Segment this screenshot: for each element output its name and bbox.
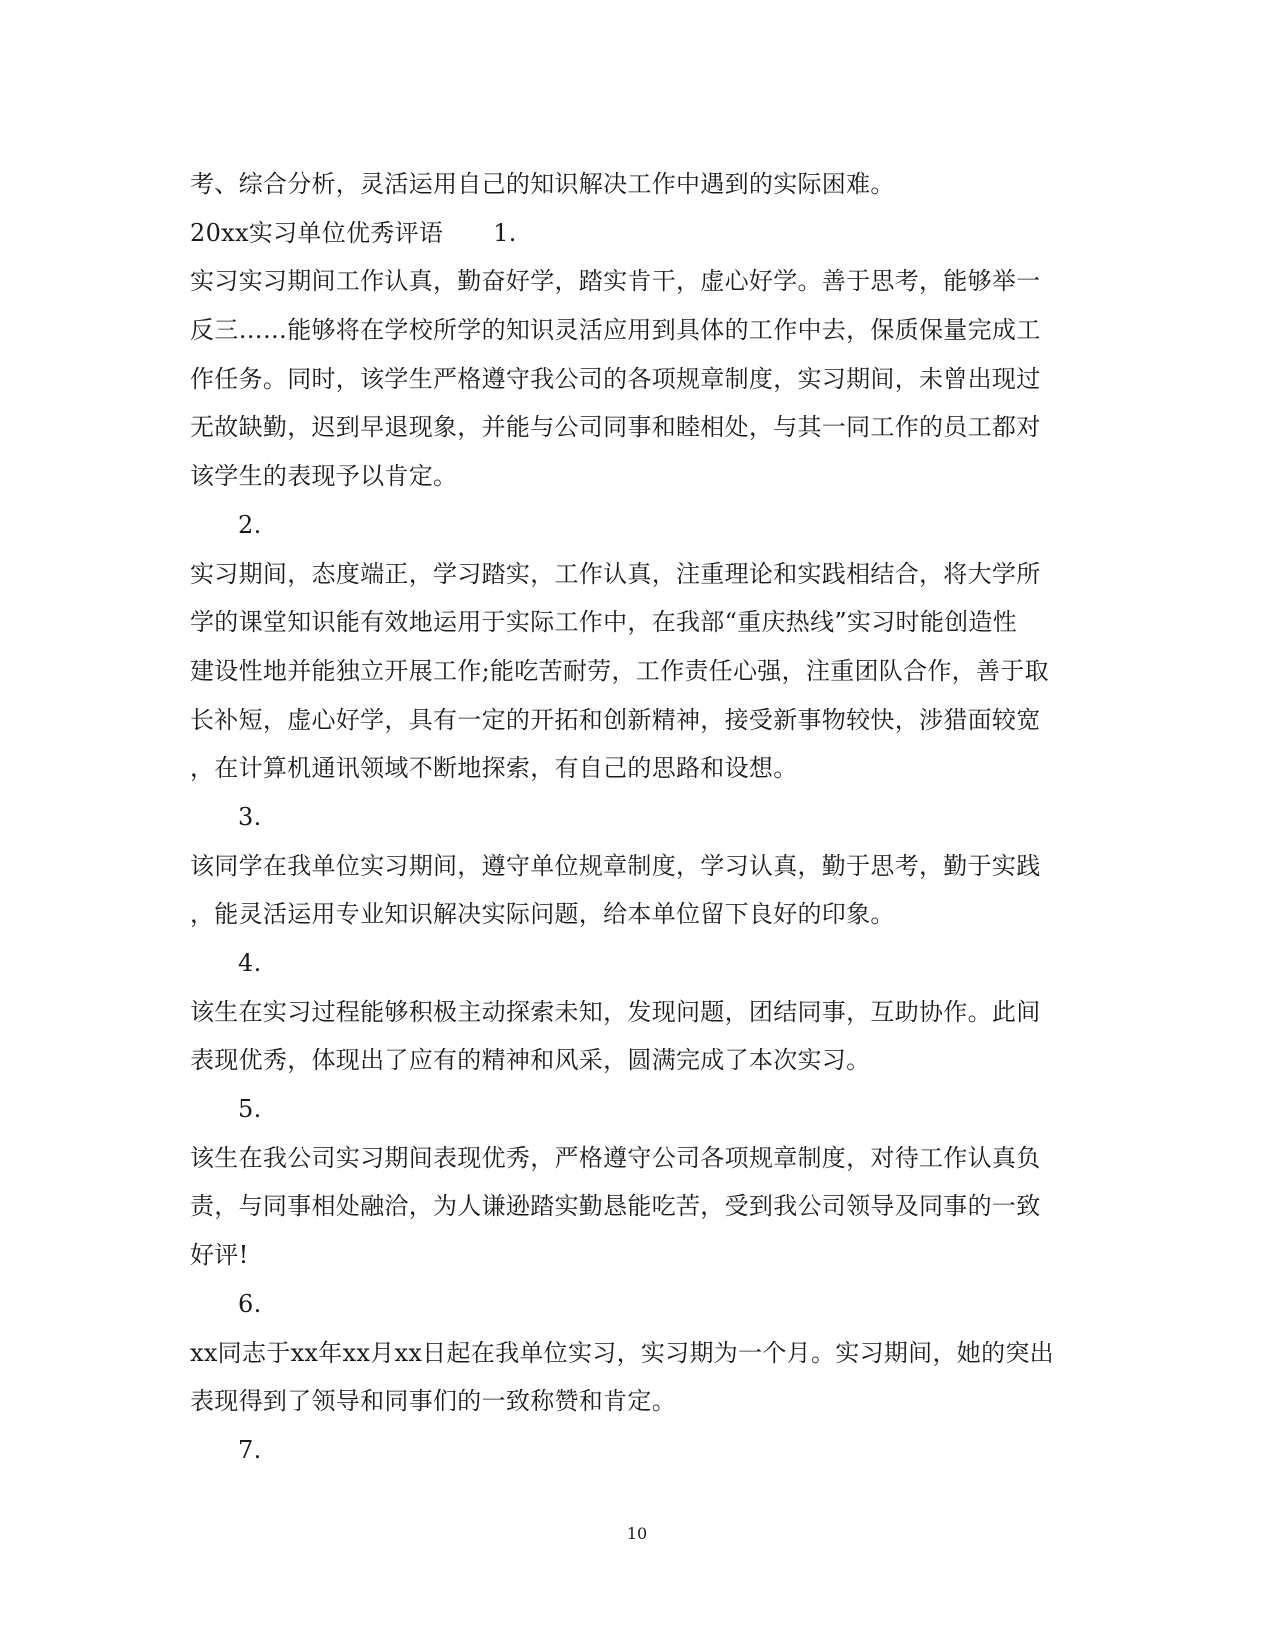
page-number: 10 bbox=[626, 1524, 648, 1543]
item-number: 2. bbox=[238, 510, 262, 539]
paragraph-line: 该生在我公司实习期间表现优秀，严格遵守公司各项规章制度，对待工作认真负 bbox=[190, 1143, 1041, 1172]
section-heading-title: 20xx实习单位优秀评语 bbox=[190, 218, 444, 247]
paragraph-line: ，在计算机通讯领域不断地探索，有自己的思路和设想。 bbox=[190, 754, 798, 783]
paragraph-line: 该生在实习过程能够积极主动探索未知，发现问题，团结同事，互助协作。此间 bbox=[190, 997, 1041, 1026]
paragraph-line: 好评! bbox=[190, 1241, 249, 1270]
item-number: 3. bbox=[238, 802, 262, 831]
paragraph-line: 责，与同事相处融洽，为人谦逊踏实勤恳能吃苦，受到我公司领导及同事的一致 bbox=[190, 1192, 1041, 1221]
paragraph-line: 表现得到了领导和同事们的一致称赞和肯定。 bbox=[190, 1387, 676, 1416]
paragraph-line: 作任务。同时，该学生严格遵守我公司的各项规章制度，实习期间，未曾出现过 bbox=[190, 364, 1041, 393]
paragraph-line: 该学生的表现予以肯定。 bbox=[190, 462, 458, 491]
paragraph-line: 学的课堂知识能有效地运用于实际工作中，在我部“重庆热线”实习时能创造性 bbox=[190, 608, 1018, 637]
paragraph-line: ，能灵活运用专业知识解决实际问题，给本单位留下良好的印象。 bbox=[190, 900, 895, 929]
paragraph-line: 考、综合分析，灵活运用自己的知识解决工作中遇到的实际困难。 bbox=[190, 170, 895, 198]
section-heading-number: 1. bbox=[493, 218, 517, 247]
paragraph-line: 实习实习期间工作认真，勤奋好学，踏实肯干，虚心好学。善于思考，能够举一 bbox=[190, 267, 1041, 296]
paragraph-line: 该同学在我单位实习期间，遵守单位规章制度，学习认真，勤于思考，勤于实践 bbox=[190, 851, 1041, 880]
paragraph-line: 实习期间，态度端正，学习踏实，工作认真，注重理论和实践相结合，将大学所 bbox=[190, 559, 1041, 588]
item-number: 6. bbox=[238, 1289, 262, 1318]
item-number: 7. bbox=[238, 1435, 262, 1464]
item-number: 4. bbox=[238, 949, 262, 977]
paragraph-line: 建设性地并能独立开展工作;能吃苦耐劳，工作责任心强，注重团队合作，善于取 bbox=[190, 656, 1049, 685]
document-body bbox=[190, 160, 1090, 1475]
paragraph-line: xx同志于xx年xx月xx日起在我单位实习，实习期为一个月。实习期间，她的突出 bbox=[190, 1338, 1054, 1367]
paragraph-line: 无故缺勤，迟到早退现象，并能与公司同事和睦相处，与其一同工作的员工都对 bbox=[190, 413, 1041, 442]
paragraph-line: 表现优秀，体现出了应有的精神和风采，圆满完成了本次实习。 bbox=[190, 1046, 871, 1075]
item-number: 5. bbox=[238, 1095, 262, 1124]
paragraph-line: 长补短，虚心好学，具有一定的开拓和创新精神，接受新事物较快，涉猎面较宽 bbox=[190, 705, 1041, 734]
section-heading bbox=[190, 209, 1090, 258]
paragraph-line: 反三……能够将在学校所学的知识灵活应用到具体的工作中去，保质保量完成工 bbox=[190, 316, 1041, 345]
